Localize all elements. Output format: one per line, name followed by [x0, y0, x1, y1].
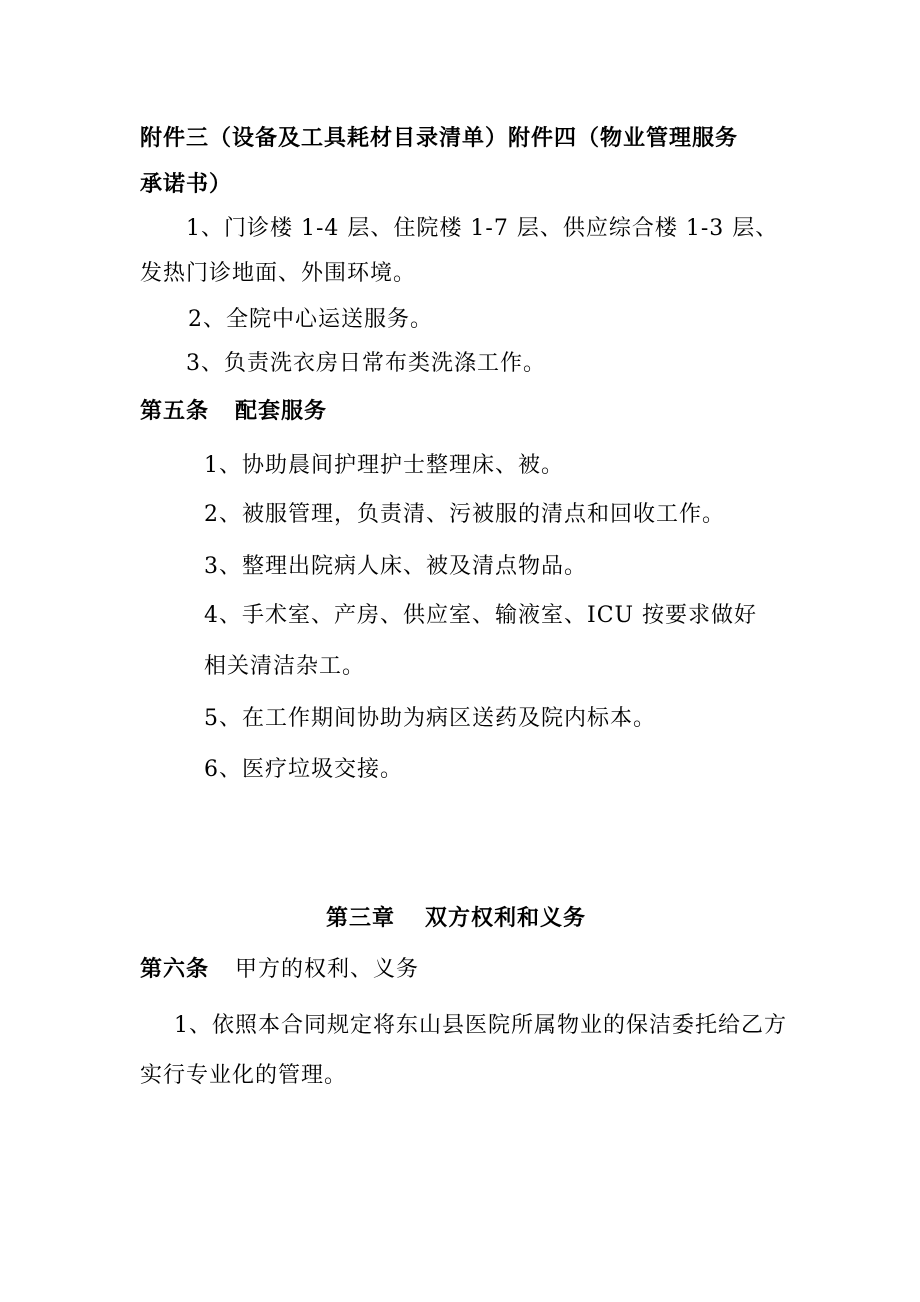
article-6-heading: [140, 955, 419, 985]
article-5-item-5: 5、在工作期间协助为病区送药及院内标本。: [204, 706, 656, 731]
article-5-label: 第五条: [140, 399, 210, 424]
article-5-item-6: 6、医疗垃圾交接。: [204, 757, 403, 782]
scope-item-1: 1、门诊楼 1-4 层、住院楼 1-7 层、供应综合楼 1-3 层、: [186, 216, 779, 241]
article-6-title: 甲方的权利、义务: [235, 957, 420, 982]
heading-line-1: 附件三（设备及工具耗材目录清单）附件四（物业管理服务: [140, 126, 739, 151]
chapter-3-label: 第三章: [326, 906, 396, 931]
scope-item-1-continued: 发热门诊地面、外围环境。: [140, 261, 417, 286]
scope-item-2: 2、全院中心运送服务。: [188, 307, 433, 332]
article-5-item-4: 4、手术室、产房、供应室、输液室、ICU 按要求做好: [204, 603, 758, 628]
article-5-item-2: 2、被服管理，负责清、污被服的清点和回收工作。: [204, 502, 725, 527]
scope-item-3: 3、负责洗衣房日常布类洗涤工作。: [186, 351, 546, 376]
article-5-item-1: 1、协助晨间护理护士整理床、被。: [204, 453, 564, 478]
chapter-3-heading: [326, 904, 586, 934]
article-5-item-4-continued: 相关清洁杂工。: [204, 654, 366, 679]
article-6-item-1-continued: 实行专业化的管理。: [140, 1063, 348, 1088]
article-5-item-3: 3、整理出院病人床、被及清点物品。: [204, 554, 587, 579]
article-5-title: 配套服务: [235, 399, 328, 424]
heading-line-2: 承诺书）: [140, 172, 233, 197]
article-5-heading: [140, 397, 327, 427]
article-6-label: 第六条: [140, 957, 210, 982]
chapter-3-title: 双方权利和义务: [425, 906, 587, 931]
article-6-item-1: 1、依照本合同规定将东山县医院所属物业的保洁委托给乙方: [174, 1013, 787, 1038]
